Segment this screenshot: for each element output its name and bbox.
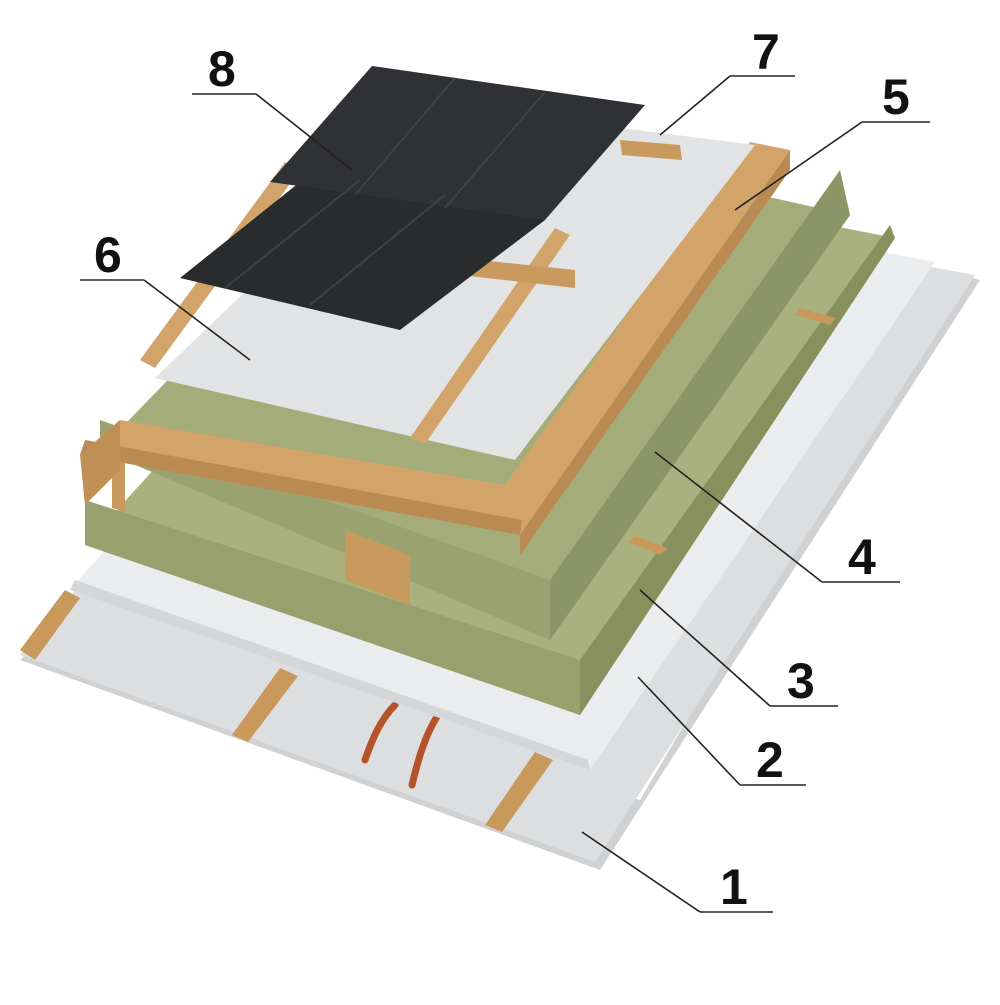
label-6: 6	[94, 227, 122, 283]
label-2: 2	[756, 732, 784, 788]
leader-1	[582, 832, 700, 912]
label-8: 8	[208, 41, 236, 97]
label-7: 7	[752, 24, 780, 80]
label-1: 1	[720, 859, 748, 915]
label-5: 5	[882, 69, 910, 125]
leader-7	[660, 76, 730, 135]
label-4: 4	[848, 529, 876, 585]
label-3: 3	[787, 653, 815, 709]
